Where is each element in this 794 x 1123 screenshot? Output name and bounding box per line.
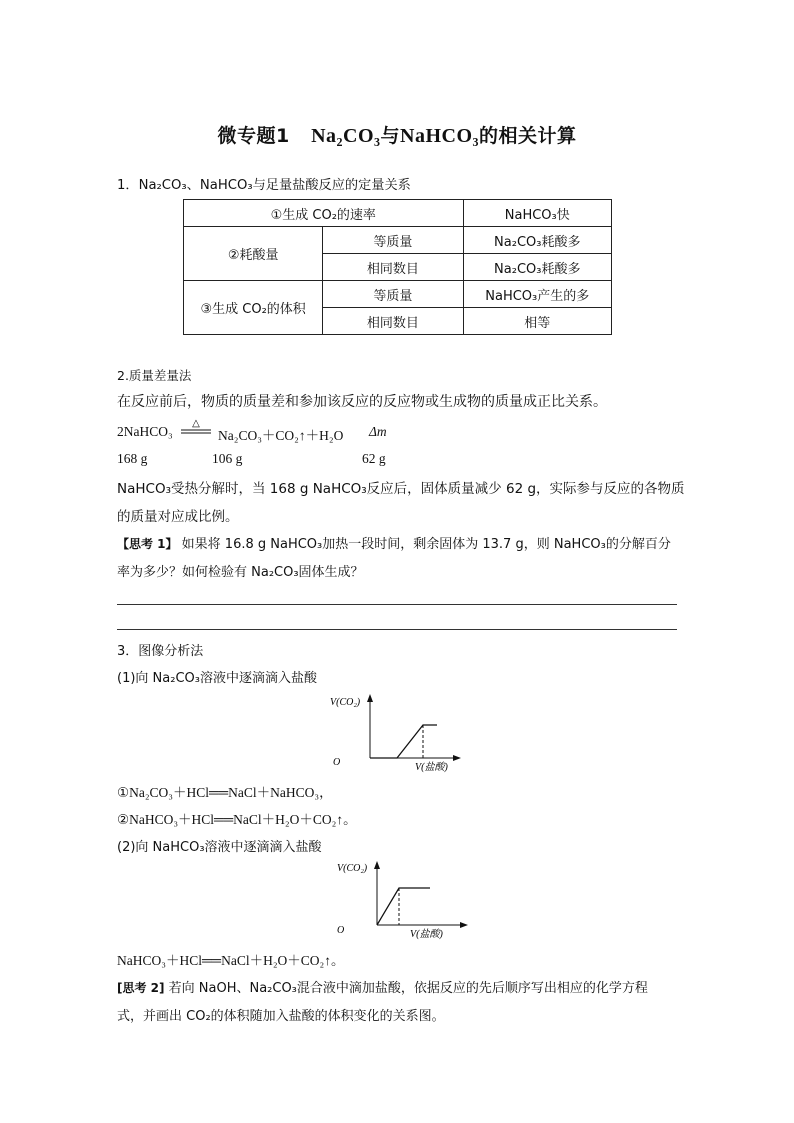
graph-na2co3 xyxy=(325,690,470,774)
table-cell: ③生成 CO₂的体积 xyxy=(184,281,323,335)
graph1-x-label: V(盐酸) xyxy=(415,762,448,773)
think2-line2: 式，并画出 CO₂的体积随加入盐酸的体积变化的关系图。 xyxy=(117,1009,445,1024)
graph-nahco3 xyxy=(332,855,477,945)
mass-168: 168 g xyxy=(117,451,148,466)
think2 xyxy=(117,977,648,996)
case1-heading: (1)向 Na₂CO₃溶液中逐滴滴入盐酸 xyxy=(117,671,317,686)
think1-line2: 率为多少？如何检验有 Na₂CO₃固体生成？ xyxy=(117,565,364,580)
table-cell: 等质量 xyxy=(323,281,463,308)
section2-heading: 2.质量差量法 xyxy=(117,368,192,383)
heating-condition: △ xyxy=(192,418,200,429)
table-cell: Na₂CO₃耗酸多 xyxy=(463,254,611,281)
decomposition-equation-right: Na₂CO₃＋CO₂↑＋H₂O xyxy=(218,428,344,443)
title-connector: 与 xyxy=(380,125,401,147)
table-row xyxy=(184,281,612,308)
table-cell: 相同数目 xyxy=(323,254,463,281)
section2-explain-line1: NaHCO₃受热分解时，当 168 g NaHCO₃反应后，固体质量减少 62 g，实际参与反应的各物质 xyxy=(117,481,685,497)
title-formula-b: NaHCO₃ xyxy=(400,125,480,147)
page-title xyxy=(0,121,794,148)
graph2-y-arrow xyxy=(374,861,380,869)
answer-line xyxy=(117,629,677,630)
title-suffix: 的相关计算 xyxy=(479,125,577,147)
graph1-y-arrow xyxy=(367,694,373,702)
mass-106: 106 g xyxy=(212,451,243,466)
mass-62: 62 g xyxy=(362,451,386,466)
think1 xyxy=(117,533,671,552)
table-cell: ②耗酸量 xyxy=(184,227,323,281)
heating-arrow xyxy=(180,417,212,439)
graph1-x-arrow xyxy=(453,755,461,761)
section2-intro: 在反应前后，物质的质量差和参加该反应的反应物或生成物的质量成正比关系。 xyxy=(117,394,607,410)
table-cell: 相同数目 xyxy=(323,308,463,335)
section2-explain-line2: 的质量对应成比例。 xyxy=(117,509,239,525)
think2-tag: [思考 2] xyxy=(117,981,165,995)
table-cell: NaHCO₃快 xyxy=(463,200,611,227)
mass-difference-symbol: Δm xyxy=(369,424,387,439)
think2-line1: 若向 NaOH、Na₂CO₃混合液中滴加盐酸，依据反应的先后顺序写出相应的化学方程 xyxy=(168,981,648,996)
table-cell: NaHCO₃产生的多 xyxy=(463,281,611,308)
table-cell: 相等 xyxy=(463,308,611,335)
graph2-y-label: V(CO₂) xyxy=(337,863,368,874)
table-row xyxy=(184,200,612,227)
case1-equation2: ②NaHCO₃＋HCl══NaCl＋H₂O＋CO₂↑。 xyxy=(117,812,357,827)
graph2-x-arrow xyxy=(460,922,468,928)
table-cell: ①生成 CO₂的速率 xyxy=(184,200,464,227)
section1-heading: 1．Na₂CO₃、NaHCO₃与足量盐酸反应的定量关系 xyxy=(117,178,411,193)
case1-equation1: ①Na₂CO₃＋HCl══NaCl＋NaHCO₃， xyxy=(117,785,333,800)
title-formula-a: Na₂CO₃ xyxy=(311,125,381,147)
graph2-origin: O xyxy=(337,925,345,936)
graph1-origin: O xyxy=(333,757,341,768)
title-prefix: 微专题1 xyxy=(217,125,290,147)
table-cell: Na₂CO₃耗酸多 xyxy=(463,227,611,254)
case2-heading: (2)向 NaHCO₃溶液中逐滴滴入盐酸 xyxy=(117,840,322,855)
quantitative-relation-table xyxy=(183,199,612,335)
graph1-curve xyxy=(370,725,437,758)
graph2-curve xyxy=(377,888,430,925)
case2-equation: NaHCO₃＋HCl══NaCl＋H₂O＋CO₂↑。 xyxy=(117,953,345,968)
think1-line1: 如果将 16.8 g NaHCO₃加热一段时间，剩余固体为 13.7 g，则 NaHCO₃的分解百分 xyxy=(181,537,671,552)
graph2-x-label: V(盐酸) xyxy=(410,929,443,940)
section3-heading: 3．图像分析法 xyxy=(117,644,204,659)
think1-tag: 【思考 1】 xyxy=(117,537,178,551)
table-row xyxy=(184,227,612,254)
graph1-y-label: V(CO₂) xyxy=(330,697,361,708)
decomposition-equation-left: 2NaHCO₃ xyxy=(117,424,173,439)
answer-line xyxy=(117,604,677,605)
table-cell: 等质量 xyxy=(323,227,463,254)
